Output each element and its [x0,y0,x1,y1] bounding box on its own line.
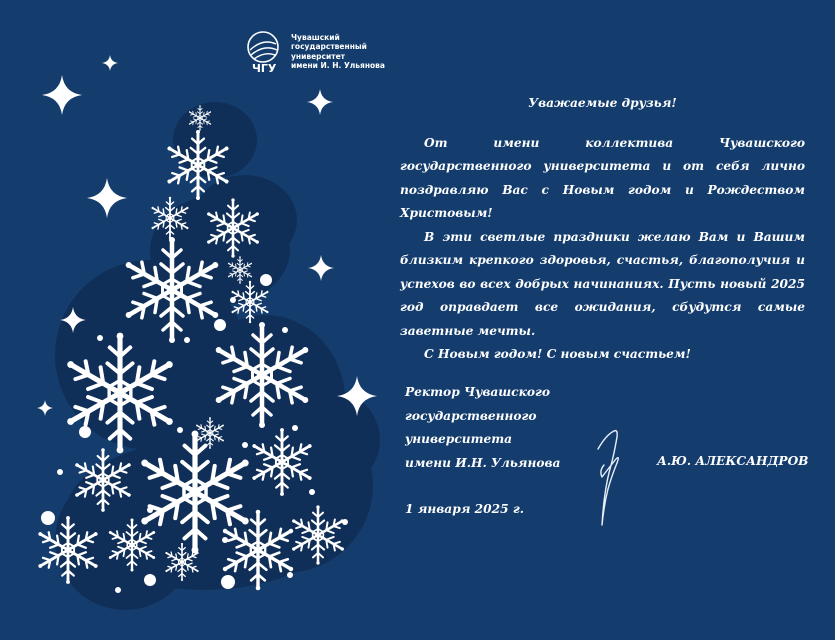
snow-dot-icon [222,537,228,543]
signature-title [405,381,560,475]
snow-dot-icon [287,572,293,578]
letter-paragraph: От имени коллектива Чувашского государственного университета и от себя лично поздравляю Вас с Новым годом и Рождеством Христовым! [400,135,805,220]
snow-dot-icon [282,327,288,333]
snow-dot-icon [292,425,298,431]
snow-dot-icon [230,297,236,303]
snow-dot-icon [342,519,348,525]
signature-icon [590,425,630,535]
logo-icon [240,30,290,74]
snow-dot-icon [309,489,315,495]
snow-dot-icon [41,511,55,525]
closing-line: С Новым годом! С новым счастьем! [424,347,691,361]
signature-title-line: имени И.Н. Ульянова [405,455,561,470]
signature-title-line: государственного [405,408,537,423]
sparkle-star-icon [87,178,127,218]
snow-dot-icon [115,587,121,593]
snow-dot-icon [147,507,153,513]
sparkle-star-icon [42,75,82,115]
rector-name: А.Ю. АЛЕКСАНДРОВ [657,454,809,468]
snow-dot-icon [260,274,272,286]
snow-dot-icon [214,319,226,331]
signature-title-line: университета [405,432,513,446]
greeting: Уважаемые друзья! [528,96,677,110]
snow-dot-icon [79,426,91,438]
sparkle-star-icon [307,89,333,115]
sparkle-star-icon [308,255,334,281]
snow-dot-icon [97,335,103,341]
sparkle-star-icon [102,55,118,71]
sparkle-star-icon [37,400,53,416]
snow-dot-icon [57,469,63,475]
logo-line: университет [291,51,346,61]
logo-line: Чувашский [291,33,340,42]
snow-dot-icon [177,427,183,433]
signature-title-line: Ректор Чувашского [405,385,550,399]
logo-text [291,33,385,71]
snow-dot-icon [242,442,248,448]
snow-dot-icon [184,337,190,343]
logo-line: государственный [291,42,367,52]
letter-body [400,92,805,367]
snow-dot-icon [144,574,156,586]
snow-dot-icon [221,575,235,589]
letter-paragraph: В эти светлые праздники желаю Вам и Вашим близким крепкого здоровья, счастья, благополучия и успехов во всех добрых начинаниях. Пусть новый 2025 год оправдает все ожидания, сбудутся самые заветные мечты. [400,229,805,338]
logo-mark-text: ЧГУ [252,62,277,74]
logo-line: имени И. Н. Ульянова [291,61,385,71]
letter-date: 1 января 2025 г. [405,502,524,516]
